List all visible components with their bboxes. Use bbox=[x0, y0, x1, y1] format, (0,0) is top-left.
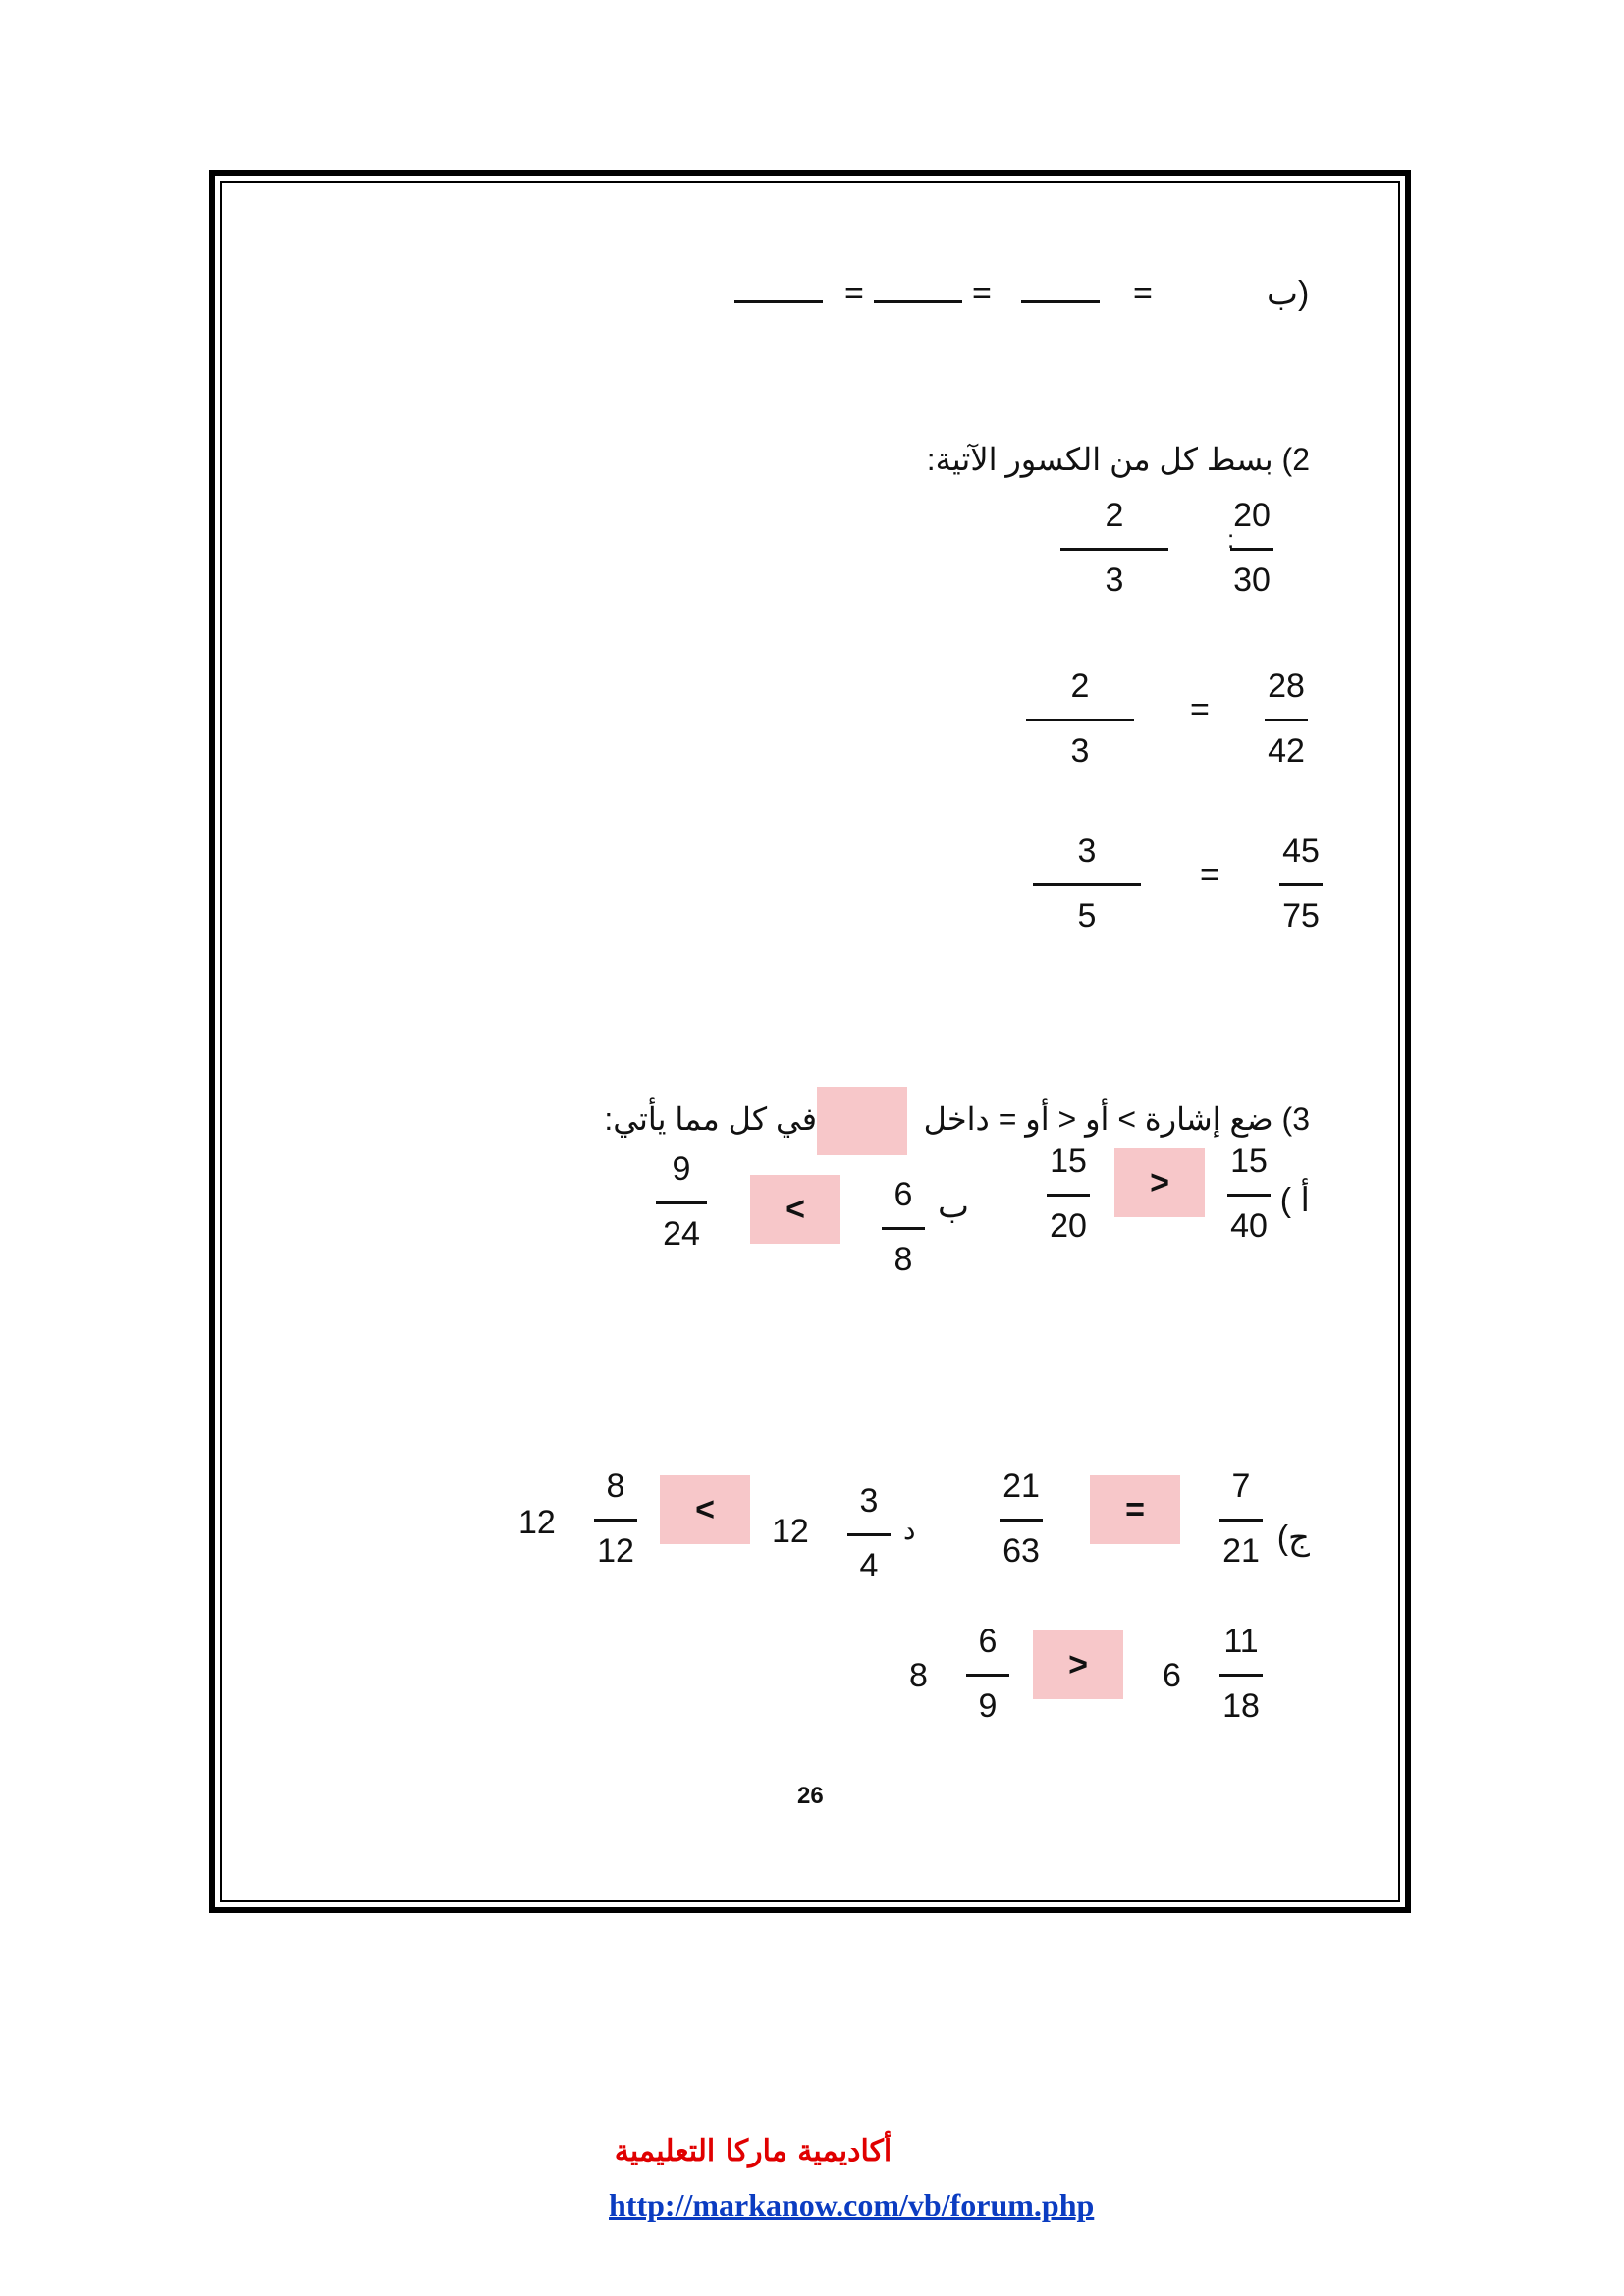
page-number: 26 bbox=[797, 1783, 824, 1809]
q3-title-end: في كل مما يأتي: bbox=[604, 1101, 817, 1137]
denominator: 3 bbox=[1070, 732, 1090, 770]
equals-sign: = bbox=[972, 275, 992, 312]
numerator: 2 bbox=[1105, 497, 1124, 534]
fraction bbox=[874, 1178, 933, 1286]
fraction bbox=[1060, 499, 1168, 607]
numerator: 6 bbox=[978, 1623, 998, 1660]
fraction-bar bbox=[1047, 1194, 1090, 1197]
numerator: 6 bbox=[893, 1176, 913, 1213]
denominator: 63 bbox=[1002, 1532, 1040, 1570]
equals-sign: = bbox=[1133, 275, 1153, 312]
numerator: 2 bbox=[1070, 667, 1090, 705]
fraction bbox=[958, 1625, 1017, 1733]
numerator: 9 bbox=[672, 1150, 691, 1188]
numerator: 3 bbox=[859, 1482, 879, 1520]
denominator: 8 bbox=[893, 1241, 913, 1278]
fraction-bar bbox=[1033, 883, 1141, 886]
fraction bbox=[586, 1469, 645, 1577]
fraction-bar bbox=[1265, 719, 1308, 721]
footer-academy-name: أكاديمية ماركا التعليمية bbox=[614, 2134, 893, 2168]
fraction-bar bbox=[882, 1227, 925, 1230]
answer-blank[interactable] bbox=[734, 300, 823, 303]
numerator: 7 bbox=[1231, 1468, 1251, 1505]
whole-number: 8 bbox=[909, 1657, 928, 1694]
numerator: 20 bbox=[1233, 497, 1271, 534]
fraction bbox=[1219, 1145, 1278, 1253]
denominator: 4 bbox=[859, 1547, 879, 1584]
fraction-bar bbox=[1227, 1194, 1271, 1197]
whole-number: 6 bbox=[1163, 1657, 1181, 1694]
comparison-box[interactable]: > bbox=[1033, 1630, 1123, 1699]
numerator: 28 bbox=[1268, 667, 1305, 705]
numerator: 3 bbox=[1077, 832, 1097, 870]
whole-number: 12 bbox=[518, 1504, 556, 1541]
denominator: 75 bbox=[1282, 897, 1320, 934]
fraction-bar bbox=[966, 1674, 1009, 1677]
fraction bbox=[1033, 834, 1141, 942]
denominator: 3 bbox=[1105, 561, 1124, 599]
denominator: 30 bbox=[1233, 561, 1271, 599]
answer-blank[interactable] bbox=[874, 300, 962, 303]
denominator: 42 bbox=[1268, 732, 1305, 770]
fraction-bar bbox=[1219, 1674, 1263, 1677]
denominator: 5 bbox=[1077, 897, 1097, 934]
fraction bbox=[1257, 669, 1316, 777]
whole-number: 12 bbox=[772, 1513, 809, 1550]
colon: : bbox=[1227, 524, 1235, 554]
equals-sign: = bbox=[1190, 691, 1210, 728]
equals-sign: = bbox=[844, 275, 864, 312]
fraction bbox=[839, 1484, 898, 1592]
numerator: 8 bbox=[606, 1468, 625, 1505]
comparison-box[interactable]: < bbox=[660, 1475, 750, 1544]
fraction bbox=[992, 1469, 1051, 1577]
comparison-box[interactable]: > bbox=[1114, 1148, 1205, 1217]
denominator: 24 bbox=[663, 1215, 700, 1253]
equals-sign: = bbox=[1200, 856, 1219, 893]
fraction bbox=[1212, 1625, 1271, 1733]
header-label: ب) bbox=[1267, 275, 1310, 312]
comparison-box[interactable]: < bbox=[750, 1175, 840, 1244]
q2-title: 2) بسط كل من الكسور الآتية: bbox=[926, 442, 1310, 477]
fraction-bar bbox=[594, 1519, 637, 1522]
denominator: 21 bbox=[1222, 1532, 1260, 1570]
denominator: 18 bbox=[1222, 1687, 1260, 1725]
fraction-bar bbox=[1060, 548, 1168, 551]
fraction bbox=[1212, 1469, 1271, 1577]
item-label: ب bbox=[938, 1188, 970, 1225]
fraction-bar bbox=[656, 1201, 707, 1204]
fraction-bar bbox=[1000, 1519, 1043, 1522]
fraction bbox=[1026, 669, 1134, 777]
fraction-bar bbox=[847, 1533, 891, 1536]
item-label: د bbox=[903, 1515, 916, 1545]
fraction bbox=[1272, 834, 1330, 942]
item-label: ج) bbox=[1276, 1520, 1310, 1557]
fraction-bar bbox=[1219, 1519, 1263, 1522]
footer-link[interactable]: http://markanow.com/vb/forum.php bbox=[609, 2187, 1095, 2222]
fraction bbox=[652, 1152, 711, 1260]
numerator: 15 bbox=[1050, 1143, 1087, 1180]
denominator: 9 bbox=[978, 1687, 998, 1725]
denominator: 20 bbox=[1050, 1207, 1087, 1245]
fraction bbox=[1039, 1145, 1098, 1253]
numerator: 15 bbox=[1230, 1143, 1268, 1180]
denominator: 12 bbox=[597, 1532, 634, 1570]
fraction-bar bbox=[1230, 548, 1273, 551]
comparison-box[interactable]: = bbox=[1090, 1475, 1180, 1544]
numerator: 21 bbox=[1002, 1468, 1040, 1505]
fraction-bar bbox=[1279, 883, 1323, 886]
denominator: 40 bbox=[1230, 1207, 1268, 1245]
numerator: 45 bbox=[1282, 832, 1320, 870]
numerator: 11 bbox=[1223, 1623, 1259, 1660]
fraction-bar bbox=[1026, 719, 1134, 721]
q3-title-start: 3) ضع إشارة > أو < أو = داخل bbox=[923, 1101, 1310, 1137]
answer-blank[interactable] bbox=[1021, 300, 1100, 303]
q3-title-box bbox=[817, 1087, 907, 1155]
item-label: أ ) bbox=[1279, 1182, 1310, 1219]
